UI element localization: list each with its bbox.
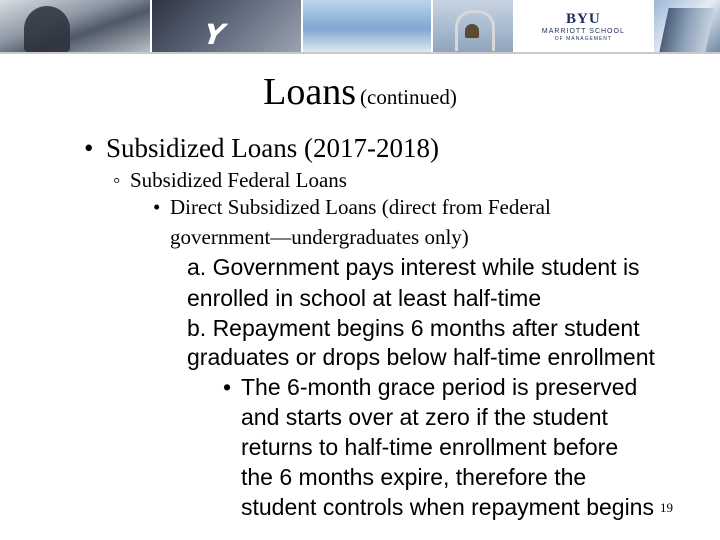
bullet-dot-icon: • [84,133,94,163]
bullet-text: Subsidized Federal Loans [130,168,347,192]
item-b-continuation: graduates or drops below half-time enrollment [187,344,655,370]
building-icon [660,8,715,52]
page-number: 19 [660,500,673,515]
slide-title [0,70,720,114]
item-a-continuation: enrolled in school at least half-time [187,285,542,311]
photo-y-mountain [152,0,302,52]
header-banner [0,0,720,52]
bullet-continuation: the 6 months expire, therefore the [241,464,587,490]
bullet-continuation: and starts over at zero if the student [241,404,608,430]
bullet-continuation: government—undergraduates only) [170,225,469,249]
photo-building [654,0,720,52]
title-suffix: (continued) [360,85,457,109]
logo-sub-text: OF MANAGEMENT [554,35,612,42]
bell-icon [465,24,479,38]
bullet-continuation: returns to half-time enrollment before [241,434,619,460]
bullet-text: Subsidized Loans (2017-2018) [106,133,439,163]
statue-icon [24,6,70,52]
bullet-continuation: student controls when repayment begins [241,494,654,520]
item-b: b. Repayment begins 6 months after student [187,315,640,341]
title-text: Loans [263,71,357,113]
photo-bell-tower [433,0,513,52]
photo-sky [303,0,431,52]
bullet-dot-icon: • [153,195,161,219]
bullet-dot-icon: • [223,374,232,400]
bullet-text: The 6-month grace period is preserved [241,374,638,400]
byu-marriott-logo [515,0,653,52]
header-divider [0,52,720,54]
logo-school-text: MARRIOTT SCHOOL [541,27,625,35]
photo-statue [0,0,150,52]
bullet-circle-icon: ◦ [113,168,121,192]
item-a: a. Government pays interest while student is [187,254,640,280]
logo-byu-text: BYU [566,10,601,27]
bullet-text: Direct Subsidized Loans (direct from Federal [170,195,551,219]
y-logo-icon: Y [197,18,230,51]
